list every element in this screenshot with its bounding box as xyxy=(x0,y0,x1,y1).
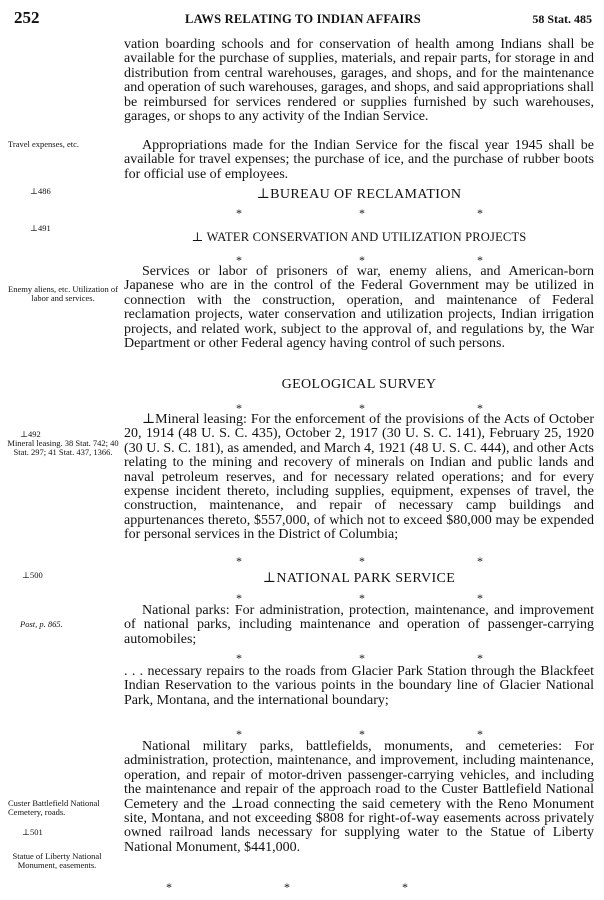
margin-ref-501: ⊥501 xyxy=(22,827,43,837)
paragraph-mineral-leasing: ⊥Mineral leasing: For the enforcement of the provisions of the Acts of October 20, 1914 (48 U. S. C. 435), October 2, 1917 (30 U. S. C. 141), February 25, 1920 (30 U. S. C. 181), as amended, and March 4, 1921 (48 U. S. C. 444), and other Acts relating to the mining and recovery of minerals on Indian and public lands and naval petroleum reserves, and for necessary related operations; and for every expense incident thereto, including supplies, equipment, expenses of travel, the construction, maintenance, and repair of necessary camp buildings and appurtenances thereto, $557,000, of which not to exceed $80,000 may be expended for personal services in the District of Columbia; xyxy=(124,412,594,543)
star: * xyxy=(359,253,365,267)
heading-bureau-of-reclamation: ⊥BUREAU OF RECLAMATION xyxy=(256,187,462,202)
star: * xyxy=(402,880,408,894)
ellipsis-stars xyxy=(124,206,594,218)
margin-ref-486: ⊥486 xyxy=(30,186,51,196)
star: * xyxy=(236,401,242,415)
paragraph-glacier-roads: . . . necessary repairs to the roads from Glacier Park Station through the Blackfeet Indian Reservation to the various points in the boundary line of Glacier National Park, Montana, and the international boundary; xyxy=(124,664,594,708)
star: * xyxy=(359,206,365,220)
star: * xyxy=(166,880,172,894)
margin-note-custer: Custer Battlefield National Cemetery, roads. xyxy=(8,798,100,817)
heading-geological-survey: GEOLOGICAL SURVEY xyxy=(281,377,437,392)
star: * xyxy=(477,206,483,220)
star: * xyxy=(359,591,365,605)
paragraph-national-parks: National parks: For administration, protection, maintenance, and improvement of national parks, including maintenance and operation of passenger-carrying automobiles; xyxy=(124,603,594,647)
margin-note-post: Post, p. 865. xyxy=(20,619,63,629)
star: * xyxy=(477,401,483,415)
running-title: LAWS RELATING TO INDIAN AFFAIRS xyxy=(185,12,421,26)
star: * xyxy=(236,206,242,220)
margin-note-statue: Statue of Liberty National Monument, easements. xyxy=(12,851,102,870)
heading-national-park-service: ⊥NATIONAL PARK SERVICE xyxy=(262,571,456,586)
page-header xyxy=(14,8,592,30)
star: * xyxy=(284,880,290,894)
margin-note-travel: Travel expenses, etc. xyxy=(8,139,79,149)
ellipsis-stars xyxy=(124,880,594,892)
star: * xyxy=(477,591,483,605)
star: * xyxy=(359,401,365,415)
star: * xyxy=(236,554,242,568)
ellipsis-stars xyxy=(124,591,594,603)
star: * xyxy=(359,651,365,665)
star: * xyxy=(477,651,483,665)
paragraph-enemy-aliens-labor: Services or labor of prisoners of war, enemy aliens, and American-born Japanese who are in the control of the Federal Government may be utilized in connection with the construction, operation, and maintenance of Federal reclamation projects, water conservation and utilization projects, Indian irrigation projects, and related work, subject to the approval of, and regulations by, the War Department or other Federal agency having control of such persons. xyxy=(124,264,594,352)
star: * xyxy=(236,591,242,605)
page-number: 252 xyxy=(14,8,40,27)
statute-citation: 58 Stat. 485 xyxy=(532,12,592,26)
star: * xyxy=(477,554,483,568)
margin-ref-500: ⊥500 xyxy=(22,570,43,580)
ellipsis-stars xyxy=(124,651,594,663)
star: * xyxy=(477,253,483,267)
ellipsis-stars xyxy=(124,554,594,566)
star: * xyxy=(236,651,242,665)
margin-ref-492: ⊥492 xyxy=(20,429,41,439)
margin-note-enemy-aliens: Enemy aliens, etc. Utilization of labor and services. xyxy=(8,284,118,303)
star: * xyxy=(477,727,483,741)
star: * xyxy=(236,727,242,741)
star: * xyxy=(236,253,242,267)
paragraph-military-parks: National military parks, battlefields, monuments, and cemeteries: For administration, protection, maintenance, and improvement, including maintenance, operation, and repair of motor-driven passenger-carrying vehicles, and including the maintenance and repair of the approach road to the Custer Battlefield National Cemetery and the ⊥road connecting the said cemetery with the Reno Monument site, Montana, and not exceeding $808 for right-of-way easements across privately owned railroad lands necessary for supplying water to the Statue of Liberty National Monument, $441,000. xyxy=(124,739,594,855)
ellipsis-stars xyxy=(124,727,594,739)
star: * xyxy=(359,554,365,568)
margin-ref-491: ⊥491 xyxy=(30,223,51,233)
star: * xyxy=(359,727,365,741)
margin-note-mineral-leasing: Mineral leasing. 38 Stat. 742; 40 Stat. 297; 41 Stat. 437, 1366. xyxy=(7,438,119,457)
paragraph-travel-expenses: Appropriations made for the Indian Service for the fiscal year 1945 shall be available for travel expenses; the purchase of ice, and the purchase of rubber boots for official use of employees. xyxy=(124,138,594,182)
paragraph-continuation: vation boarding schools and for conservation of health among Indians shall be available for the purchase of supplies, materials, and repair parts, for storage in and distribution from central warehouses, garages, and shops, and for the maintenance and operation of such warehouses, garages, and shops, and said appropriations shall be reimbursed for services rendered or supplies furnished by such warehouses, garages, or shops to any activity of the Indian Service. xyxy=(124,37,594,125)
heading-water-conservation: ⊥ WATER CONSERVATION AND UTILIZATION PROJECTS xyxy=(191,230,527,244)
